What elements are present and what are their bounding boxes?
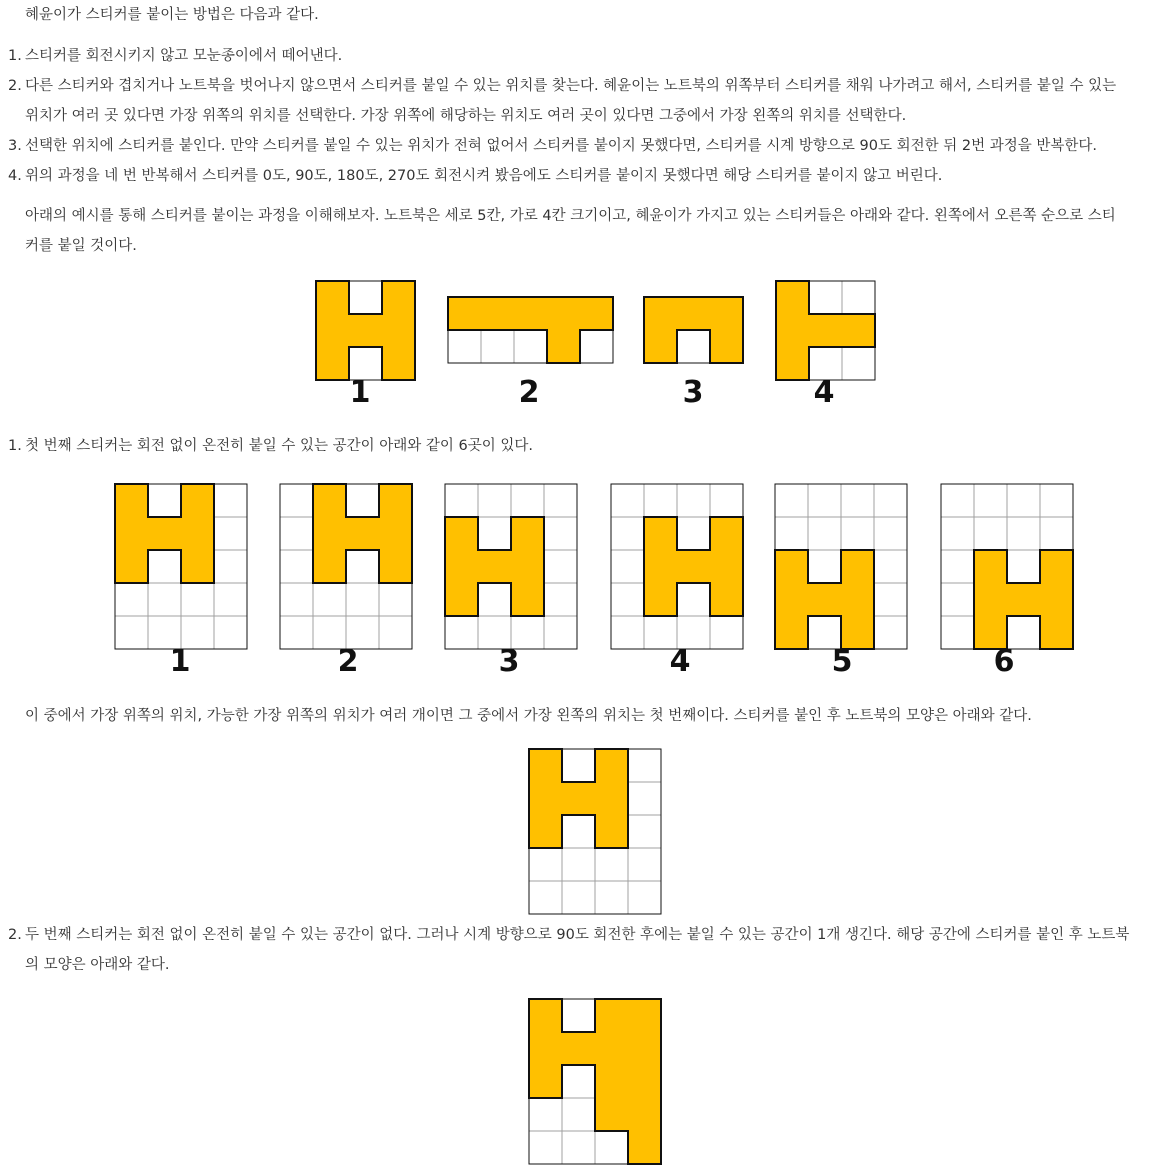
sticker-cell bbox=[445, 583, 478, 616]
empty-cell bbox=[448, 330, 481, 363]
sticker-label-3: 3 bbox=[682, 375, 704, 410]
sticker-cell bbox=[115, 517, 148, 550]
empty-cell bbox=[710, 484, 743, 517]
sticker-cell bbox=[1040, 616, 1073, 649]
sticker-cell bbox=[677, 297, 710, 330]
empty-cell bbox=[595, 881, 628, 914]
placement-label-3: 3 bbox=[498, 644, 520, 679]
sticker-cell bbox=[710, 297, 743, 330]
empty-cell bbox=[808, 517, 841, 550]
notebook-grid-after-1 bbox=[528, 748, 662, 915]
empty-cell bbox=[974, 484, 1007, 517]
empty-cell bbox=[214, 484, 247, 517]
sticker-cell bbox=[710, 583, 743, 616]
sticker-cell bbox=[562, 1032, 595, 1065]
empty-cell bbox=[346, 550, 379, 583]
empty-cell bbox=[445, 616, 478, 649]
intro-text: 혜윤이가 스티커를 붙이는 방법은 다음과 같다. bbox=[25, 7, 319, 23]
sticker-cell bbox=[775, 550, 808, 583]
sticker-cell bbox=[379, 550, 412, 583]
sticker-3-grid bbox=[643, 296, 744, 364]
sticker-cell bbox=[181, 484, 214, 517]
empty-cell bbox=[478, 517, 511, 550]
sticker-cell bbox=[628, 1065, 661, 1098]
notebook-grid-after-2 bbox=[528, 998, 662, 1165]
empty-cell bbox=[842, 347, 875, 380]
empty-cell bbox=[874, 550, 907, 583]
empty-cell bbox=[529, 1131, 562, 1164]
step-2-number: 2. bbox=[8, 78, 22, 94]
empty-cell bbox=[214, 583, 247, 616]
empty-cell bbox=[841, 517, 874, 550]
sticker-cell bbox=[316, 314, 349, 347]
case-2-number: 2. bbox=[8, 927, 22, 943]
sticker-cell bbox=[529, 1065, 562, 1098]
sticker-cell bbox=[529, 1032, 562, 1065]
sticker-cell bbox=[644, 517, 677, 550]
empty-cell bbox=[511, 484, 544, 517]
sticker-cell bbox=[547, 330, 580, 363]
sticker-cell bbox=[595, 1098, 628, 1131]
empty-cell bbox=[628, 848, 661, 881]
empty-cell bbox=[775, 484, 808, 517]
empty-cell bbox=[941, 550, 974, 583]
sticker-cell bbox=[514, 297, 547, 330]
choice-paragraph: 이 중에서 가장 위쪽의 위치, 가능한 가장 위쪽의 위치가 여러 개이면 그 중에서 가장 왼쪽의 위치는 첫 번째이다. 스티커를 붙인 후 노트북의 모양은 아래와 같다. bbox=[25, 708, 1032, 724]
empty-cell bbox=[628, 815, 661, 848]
empty-cell bbox=[611, 484, 644, 517]
sticker-cell bbox=[115, 484, 148, 517]
sticker-cell bbox=[511, 517, 544, 550]
sticker-cell bbox=[379, 484, 412, 517]
sticker-cell bbox=[580, 297, 613, 330]
empty-cell bbox=[562, 1098, 595, 1131]
sticker-cell bbox=[562, 782, 595, 815]
sticker-1-grid bbox=[315, 280, 416, 381]
example-paragraph-line-1: 아래의 예시를 통해 스티커를 붙이는 과정을 이해해보자. 노트북은 세로 5칸, 가로 4칸 크기이고, 혜윤이가 가지고 있는 스티커들은 아래와 같다. 왼쪽에서 오른쪽 순으로 스티 bbox=[25, 208, 1116, 224]
empty-cell bbox=[562, 881, 595, 914]
placement-1-grid bbox=[114, 483, 248, 650]
empty-cell bbox=[478, 583, 511, 616]
empty-cell bbox=[941, 484, 974, 517]
empty-cell bbox=[611, 517, 644, 550]
placement-3-grid bbox=[444, 483, 578, 650]
empty-cell bbox=[1040, 517, 1073, 550]
empty-cell bbox=[214, 517, 247, 550]
sticker-cell bbox=[379, 517, 412, 550]
step-3-number: 3. bbox=[8, 138, 22, 154]
step-3-line-1: 선택한 위치에 스티커를 붙인다. 만약 스티커를 붙일 수 있는 위치가 전혀 없어서 스티커를 붙이지 못했다면, 스티커를 시계 방향으로 90도 회전한 뒤 2번 과정을 반복한다. bbox=[25, 138, 1097, 154]
case-1-number: 1. bbox=[8, 438, 22, 454]
sticker-label-1: 1 bbox=[349, 375, 371, 410]
empty-cell bbox=[148, 583, 181, 616]
sticker-cell bbox=[529, 999, 562, 1032]
sticker-cell bbox=[382, 281, 415, 314]
step-2-line-1: 다른 스티커와 겹치거나 노트북을 벗어나지 않으면서 스티커를 붙일 수 있는 위치를 찾는다. 혜윤이는 노트북의 위쪽부터 스티커를 채워 나가려고 해서, 스티커를 붙일 수 있는 bbox=[25, 78, 1117, 94]
sticker-cell bbox=[841, 583, 874, 616]
sticker-cell bbox=[382, 314, 415, 347]
step-4-number: 4. bbox=[8, 168, 22, 184]
sticker-cell bbox=[644, 330, 677, 363]
empty-cell bbox=[808, 484, 841, 517]
empty-cell bbox=[115, 583, 148, 616]
step-4-line-1: 위의 과정을 네 번 반복해서 스티커를 0도, 90도, 180도, 270도 회전시켜 봤음에도 스티커를 붙이지 못했다면 해당 스티커를 붙이지 않고 버린다. bbox=[25, 168, 943, 184]
empty-cell bbox=[346, 583, 379, 616]
sticker-cell bbox=[481, 297, 514, 330]
empty-cell bbox=[841, 484, 874, 517]
sticker-cell bbox=[775, 616, 808, 649]
example-paragraph-line-2: 커를 붙일 것이다. bbox=[25, 238, 137, 254]
sticker-label-2: 2 bbox=[518, 375, 540, 410]
sticker-cell bbox=[628, 999, 661, 1032]
sticker-cell bbox=[529, 782, 562, 815]
empty-cell bbox=[346, 484, 379, 517]
empty-cell bbox=[874, 517, 907, 550]
sticker-cell bbox=[644, 550, 677, 583]
empty-cell bbox=[562, 815, 595, 848]
empty-cell bbox=[280, 583, 313, 616]
sticker-cell bbox=[346, 517, 379, 550]
sticker-cell bbox=[644, 583, 677, 616]
placement-4-grid bbox=[610, 483, 744, 650]
empty-cell bbox=[1007, 550, 1040, 583]
sticker-cell bbox=[382, 347, 415, 380]
empty-cell bbox=[544, 583, 577, 616]
empty-cell bbox=[280, 517, 313, 550]
empty-cell bbox=[562, 1131, 595, 1164]
empty-cell bbox=[677, 583, 710, 616]
sticker-cell bbox=[547, 297, 580, 330]
empty-cell bbox=[181, 583, 214, 616]
empty-cell bbox=[562, 1065, 595, 1098]
empty-cell bbox=[611, 583, 644, 616]
sticker-cell bbox=[445, 517, 478, 550]
sticker-cell bbox=[448, 297, 481, 330]
sticker-cell bbox=[313, 517, 346, 550]
empty-cell bbox=[874, 616, 907, 649]
sticker-cell bbox=[595, 782, 628, 815]
empty-cell bbox=[677, 330, 710, 363]
empty-cell bbox=[148, 484, 181, 517]
empty-cell bbox=[379, 583, 412, 616]
sticker-cell bbox=[710, 550, 743, 583]
sticker-cell bbox=[181, 517, 214, 550]
sticker-cell bbox=[595, 1032, 628, 1065]
empty-cell bbox=[379, 616, 412, 649]
empty-cell bbox=[628, 749, 661, 782]
empty-cell bbox=[628, 782, 661, 815]
empty-cell bbox=[544, 484, 577, 517]
step-1-number: 1. bbox=[8, 48, 22, 64]
empty-cell bbox=[514, 330, 547, 363]
empty-cell bbox=[677, 484, 710, 517]
placement-label-2: 2 bbox=[337, 644, 359, 679]
empty-cell bbox=[808, 550, 841, 583]
sticker-cell bbox=[1040, 583, 1073, 616]
sticker-cell bbox=[595, 1065, 628, 1098]
sticker-cell bbox=[841, 550, 874, 583]
empty-cell bbox=[842, 281, 875, 314]
empty-cell bbox=[1007, 484, 1040, 517]
sticker-cell bbox=[775, 583, 808, 616]
sticker-cell bbox=[776, 314, 809, 347]
sticker-cell bbox=[478, 550, 511, 583]
empty-cell bbox=[280, 616, 313, 649]
empty-cell bbox=[611, 550, 644, 583]
empty-cell bbox=[529, 848, 562, 881]
sticker-cell bbox=[677, 550, 710, 583]
sticker-cell bbox=[181, 550, 214, 583]
empty-cell bbox=[562, 999, 595, 1032]
empty-cell bbox=[115, 616, 148, 649]
empty-cell bbox=[974, 517, 1007, 550]
sticker-label-4: 4 bbox=[813, 375, 835, 410]
sticker-cell bbox=[710, 330, 743, 363]
empty-cell bbox=[445, 484, 478, 517]
empty-cell bbox=[644, 484, 677, 517]
sticker-cell bbox=[628, 1032, 661, 1065]
empty-cell bbox=[478, 484, 511, 517]
empty-cell bbox=[1007, 517, 1040, 550]
sticker-cell bbox=[974, 550, 1007, 583]
sticker-cell bbox=[808, 583, 841, 616]
empty-cell bbox=[280, 484, 313, 517]
empty-cell bbox=[677, 517, 710, 550]
placement-2-grid bbox=[279, 483, 413, 650]
sticker-cell bbox=[842, 314, 875, 347]
sticker-cell bbox=[1040, 550, 1073, 583]
empty-cell bbox=[529, 881, 562, 914]
sticker-cell bbox=[313, 484, 346, 517]
empty-cell bbox=[628, 881, 661, 914]
case-2-line-1: 두 번째 스티커는 회전 없이 온전히 붙일 수 있는 공간이 없다. 그러나 시계 방향으로 90도 회전한 후에는 붙일 수 있는 공간이 1개 생긴다. 해당 공간에 스티커를 붙인 후 노트북 bbox=[25, 927, 1130, 943]
sticker-cell bbox=[628, 1131, 661, 1164]
empty-cell bbox=[148, 550, 181, 583]
empty-cell bbox=[349, 281, 382, 314]
sticker-cell bbox=[316, 281, 349, 314]
sticker-cell bbox=[529, 749, 562, 782]
sticker-cell bbox=[115, 550, 148, 583]
empty-cell bbox=[941, 517, 974, 550]
placement-label-4: 4 bbox=[669, 644, 691, 679]
empty-cell bbox=[1040, 484, 1073, 517]
sticker-cell bbox=[511, 583, 544, 616]
sticker-cell bbox=[809, 314, 842, 347]
empty-cell bbox=[214, 616, 247, 649]
empty-cell bbox=[214, 550, 247, 583]
step-1-line-1: 스티커를 회전시키지 않고 모눈종이에서 떼어낸다. bbox=[25, 48, 343, 64]
sticker-cell bbox=[644, 297, 677, 330]
sticker-cell bbox=[595, 999, 628, 1032]
placement-label-5: 5 bbox=[831, 644, 853, 679]
empty-cell bbox=[580, 330, 613, 363]
sticker-cell bbox=[628, 1098, 661, 1131]
case-1-text: 첫 번째 스티커는 회전 없이 온전히 붙일 수 있는 공간이 아래와 같이 6곳이 있다. bbox=[25, 438, 533, 454]
empty-cell bbox=[809, 281, 842, 314]
sticker-cell bbox=[1007, 583, 1040, 616]
empty-cell bbox=[313, 583, 346, 616]
empty-cell bbox=[529, 1098, 562, 1131]
sticker-cell bbox=[710, 517, 743, 550]
sticker-cell bbox=[511, 550, 544, 583]
sticker-cell bbox=[529, 815, 562, 848]
empty-cell bbox=[544, 517, 577, 550]
empty-cell bbox=[544, 550, 577, 583]
sticker-4-grid bbox=[775, 280, 876, 381]
placement-label-6: 6 bbox=[993, 644, 1015, 679]
empty-cell bbox=[562, 848, 595, 881]
empty-cell bbox=[611, 616, 644, 649]
empty-cell bbox=[280, 550, 313, 583]
sticker-cell bbox=[349, 314, 382, 347]
step-2-line-2: 위치가 여러 곳 있다면 가장 위쪽의 위치를 선택한다. 가장 위쪽에 해당하는 위치도 여러 곳이 있다면 그중에서 가장 왼쪽의 위치를 선택한다. bbox=[25, 108, 907, 124]
sticker-cell bbox=[595, 815, 628, 848]
empty-cell bbox=[595, 848, 628, 881]
sticker-cell bbox=[445, 550, 478, 583]
placement-label-1: 1 bbox=[169, 644, 191, 679]
sticker-cell bbox=[148, 517, 181, 550]
sticker-cell bbox=[595, 749, 628, 782]
empty-cell bbox=[544, 616, 577, 649]
empty-cell bbox=[941, 616, 974, 649]
empty-cell bbox=[874, 484, 907, 517]
sticker-cell bbox=[776, 281, 809, 314]
placement-5-grid bbox=[774, 483, 908, 650]
case-2-line-2: 의 모양은 아래와 같다. bbox=[25, 957, 170, 973]
empty-cell bbox=[874, 583, 907, 616]
empty-cell bbox=[481, 330, 514, 363]
sticker-2-grid bbox=[447, 296, 614, 364]
empty-cell bbox=[595, 1131, 628, 1164]
sticker-cell bbox=[313, 550, 346, 583]
empty-cell bbox=[710, 616, 743, 649]
sticker-cell bbox=[974, 583, 1007, 616]
placement-6-grid bbox=[940, 483, 1074, 650]
empty-cell bbox=[941, 583, 974, 616]
empty-cell bbox=[775, 517, 808, 550]
empty-cell bbox=[562, 749, 595, 782]
